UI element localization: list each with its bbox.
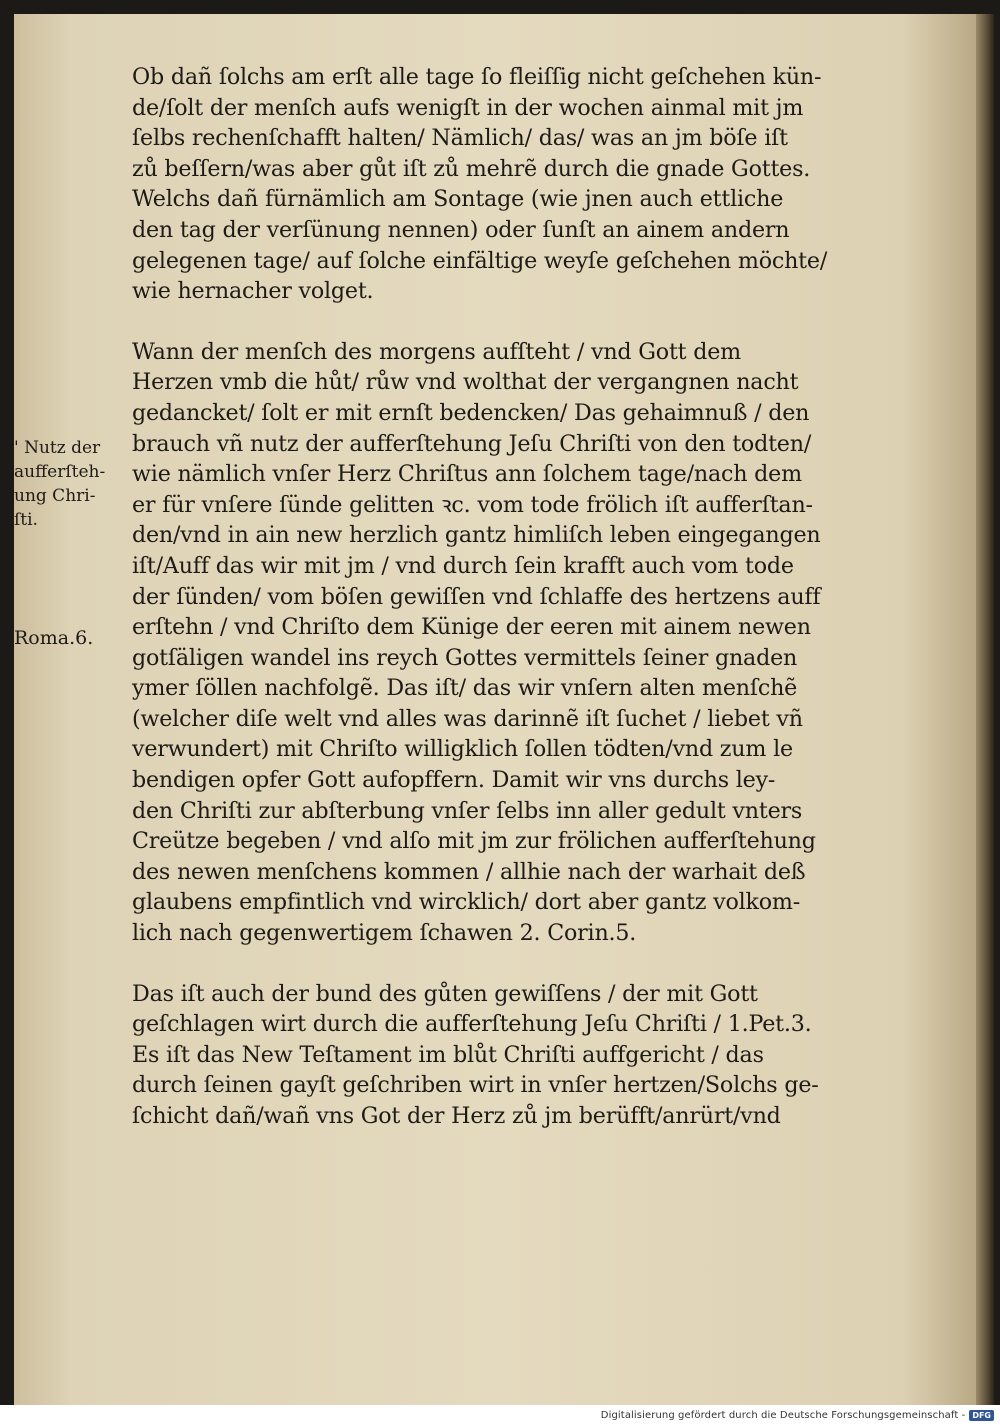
margin-note-nutz <box>14 436 105 532</box>
text-line: Wann der menſch des morgens aufſteht / vnd Gott dem <box>132 338 742 365</box>
text-line: geſchlagen wirt durch die aufferſtehung Jeſu Chriſti / 1.Pet.3. <box>132 1011 812 1038</box>
text-line: den tag der verſünung nennen) oder ſunſt an ainem andern <box>132 216 790 243</box>
text-line: zů beſſern/was aber gůt iſt zů mehrẽ durch die gnade Gottes. <box>132 155 811 182</box>
text-line: Herzen vmb die hůt/ růw vnd wolthat der vergangnen nacht <box>132 369 799 396</box>
text-line: er für vnſere ſünde gelitten ꝛc. vom tode frölich iſt aufferſtan- <box>132 491 813 518</box>
text-line: Ob dañ ſolchs am erſt alle tage ſo fleiſſig nicht geſchehen kün- <box>132 64 822 90</box>
main-text <box>132 62 872 1132</box>
text-line: gedancket/ ſolt er mit ernſt bedencken/ Das gehaimnuß / den <box>132 399 810 426</box>
text-line: wie hernacher volget. <box>132 278 374 305</box>
text-line: den Chriſti zur abſterbung vnſer ſelbs inn aller gedult vnters <box>132 797 803 824</box>
text-line: verwundert) mit Chriſto willigklich ſollen tödten/vnd zum le <box>132 736 793 763</box>
text-line: Es iſt das New Teſtament im blůt Chriſti auffgericht / das <box>132 1041 764 1068</box>
text-line: brauch vñ nutz der aufferſtehung Jeſu Chriſti von den todten/ <box>132 430 812 457</box>
margin-note-roma: Roma.6. <box>14 627 94 649</box>
text-line: glaubens empfintlich vnd wircklich/ dort aber gantz volkom- <box>132 889 801 916</box>
text-line: ſchicht dañ/wañ vns Got der Herz zů jm berüfft/anrürt/vnd <box>132 1103 781 1129</box>
paragraph-2 <box>132 337 872 949</box>
text-line: ſelbs rechenſchafft halten/ Nämlich/ das/ was an jm böſe iſt <box>132 125 788 152</box>
text-line: lich nach gegenwertigem ſchawen 2. Corin.5. <box>132 920 637 947</box>
footer-credit: Digitalisierung gefördert durch die Deutsche Forschungsgemeinschaft - <box>600 1409 966 1421</box>
text-line: (welcher diſe welt vnd alles was darinnẽ iſt ſuchet / liebet vñ <box>132 705 803 732</box>
text-line: de/ſolt der menſch aufs wenigſt in der wochen ainmal mit jm <box>132 94 804 121</box>
text-line: der ſünden/ vom böſen gewiſſen vnd ſchlaffe des hertzens auff <box>132 583 821 610</box>
text-line: des newen menſchens kommen / allhie nach der warhait deß <box>132 858 806 885</box>
text-line: gelegenen tage/ auf ſolche einfältige weyſe geſchehen möchte/ <box>132 247 828 274</box>
paragraph-3 <box>132 979 872 1132</box>
margin-note-line: aufferſteh- <box>14 462 106 482</box>
dfg-logo: DFG <box>969 1410 994 1421</box>
footer <box>0 1405 1000 1425</box>
text-line: Creütze begeben / vnd alſo mit jm zur frölichen aufferſtehung <box>132 828 816 855</box>
text-line: ymer ſöllen nachfolgẽ. Das iſt/ das wir vnſern alten menſchẽ <box>132 675 798 702</box>
page-edge-shadow <box>976 14 994 1405</box>
text-line: durch ſeinen gayſt geſchriben wirt in vnſer hertzen/Solchs ge- <box>132 1072 819 1099</box>
margin-note-line: ſti. <box>14 510 38 530</box>
text-line: Welchs dañ fürnämlich am Sontage (wie jnen auch ettliche <box>132 186 784 213</box>
text-line: wie nämlich vnſer Herz Chriſtus ann ſolchem tage/nach dem <box>132 461 802 488</box>
paragraph-1 <box>132 62 872 307</box>
text-line: bendigen opfer Gott aufopffern. Damit wir vns durchs ley- <box>132 767 776 794</box>
text-line: gotſäligen wandel ins reych Gottes vermittels ſeiner gnaden <box>132 644 798 671</box>
margin-note-line: ' Nutz der <box>14 438 101 458</box>
text-line: erſtehn / vnd Chriſto dem Künige der eeren mit ainem newen <box>132 614 811 641</box>
text-line: iſt/Auff das wir mit jm / vnd durch ſein krafft auch vom tode <box>132 552 794 579</box>
margin-note-line: ung Chri- <box>14 486 96 506</box>
text-line: den/vnd in ain new herzlich gantz himliſch leben eingegangen <box>132 522 821 549</box>
text-line: Das iſt auch der bund des gůten gewiſſens / der mit Gott <box>132 980 758 1007</box>
